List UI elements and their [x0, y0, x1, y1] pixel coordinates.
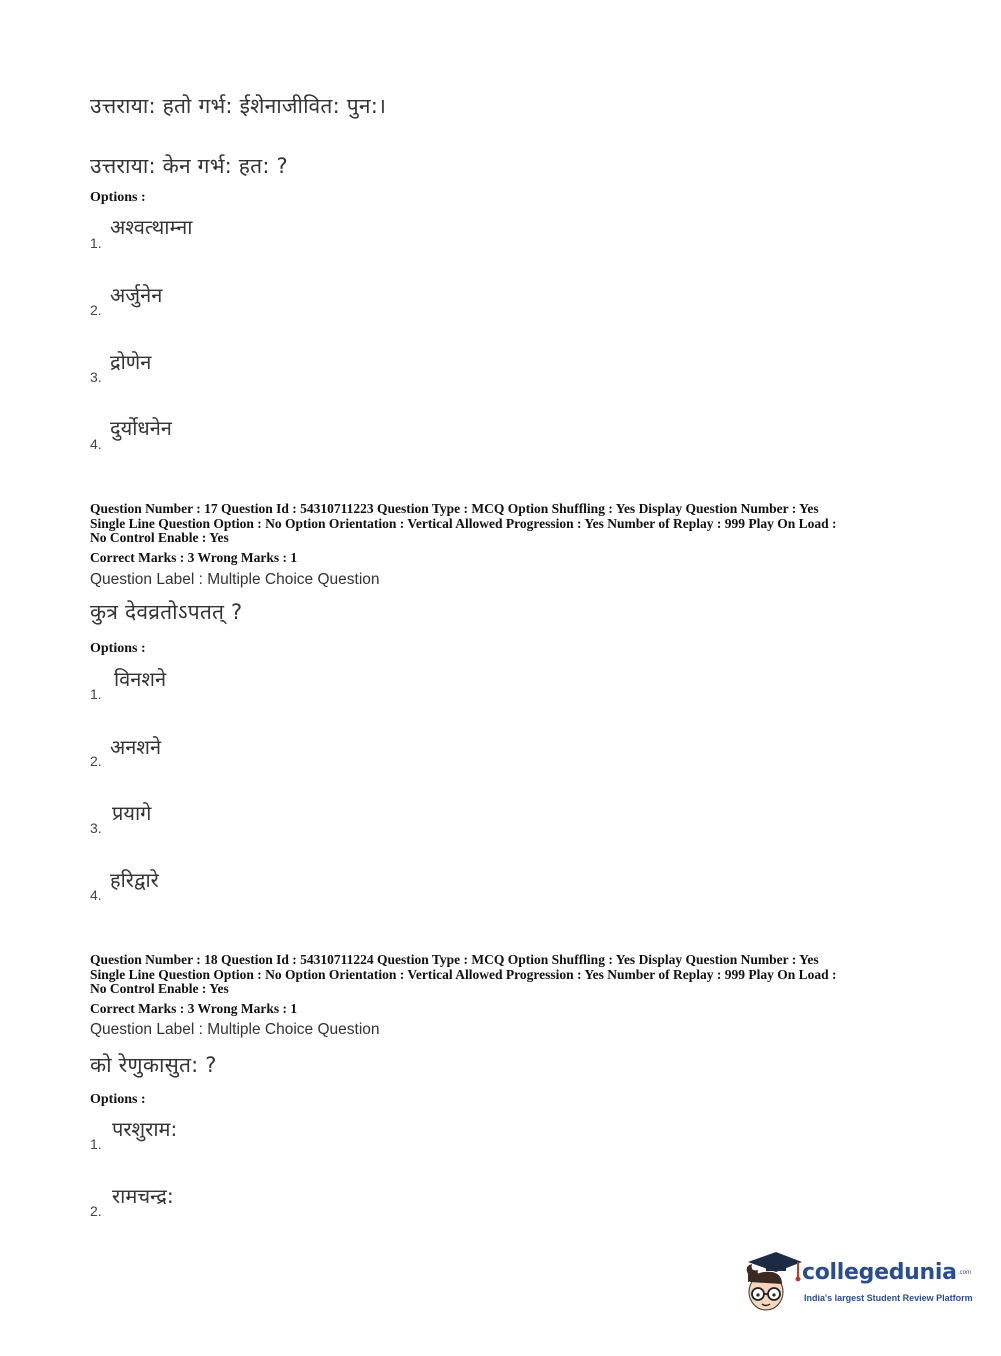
option-text: रामचन्द्र: — [112, 1184, 174, 1208]
option-number: 1. — [90, 235, 102, 251]
option-number: 2. — [90, 302, 102, 318]
option-text: दुर्योधनेन — [110, 416, 172, 440]
options-heading: Options : — [90, 1092, 146, 1107]
question-text: को रेणुकासुत: ? — [90, 1053, 217, 1077]
metadata-line: No Control Enable : Yes — [90, 981, 229, 996]
prev-question-line2: उत्तराया: केन गर्भ: हत: ? — [90, 154, 288, 178]
option-number: 1. — [90, 686, 102, 702]
question-label: Question Label : Multiple Choice Question — [90, 1021, 380, 1038]
option-number: 4. — [90, 436, 102, 452]
question-text: कुत्र देवव्रतोऽपतत् ? — [90, 600, 243, 624]
question-metadata — [90, 953, 920, 997]
collegedunia-logo — [742, 1248, 972, 1316]
logo-tagline: India's largest Student Review Platform — [804, 1293, 973, 1303]
student-mascot-icon — [742, 1248, 804, 1314]
prev-question-line1: उत्तराया: हतो गर्भ: ईशेनाजीवित: पुन:। — [90, 94, 387, 118]
option-text: हरिद्वारे — [110, 868, 159, 892]
logo-domain: .com — [958, 1270, 972, 1276]
question-metadata — [90, 502, 920, 546]
option-text: विनशने — [114, 667, 167, 691]
logo-wordmark: collegedunia — [802, 1260, 957, 1285]
marks-line: Correct Marks : 3 Wrong Marks : 1 — [90, 1001, 298, 1016]
metadata-line: Question Number : 17 Question Id : 54310711223 Question Type : MCQ Option Shuffling : Yes Display Question Number : Yes — [90, 501, 819, 516]
metadata-line: Question Number : 18 Question Id : 54310711224 Question Type : MCQ Option Shuffling : Yes Display Question Number : Yes — [90, 952, 819, 967]
option-number: 1. — [90, 1136, 102, 1152]
option-text: परशुराम: — [112, 1117, 178, 1141]
options-heading: Options : — [90, 190, 146, 205]
option-number: 2. — [90, 753, 102, 769]
metadata-line: No Control Enable : Yes — [90, 530, 229, 545]
option-number: 2. — [90, 1203, 102, 1219]
option-text: अनशने — [110, 735, 162, 759]
metadata-line: Single Line Question Option : No Option Orientation : Vertical Allowed Progression : Yes Number of Replay : 999 Play On Load : — [90, 966, 837, 982]
marks-line: Correct Marks : 3 Wrong Marks : 1 — [90, 550, 298, 565]
option-text: द्रोणेन — [110, 350, 152, 374]
option-text: अश्वत्थाम्ना — [110, 215, 193, 239]
option-text: अर्जुनेन — [110, 283, 163, 307]
option-number: 3. — [90, 369, 102, 385]
options-heading: Options : — [90, 641, 146, 656]
question-label: Question Label : Multiple Choice Question — [90, 571, 380, 588]
option-number: 3. — [90, 820, 102, 836]
option-number: 4. — [90, 887, 102, 903]
option-text: प्रयागे — [112, 801, 152, 825]
metadata-line: Single Line Question Option : No Option Orientation : Vertical Allowed Progression : Yes Number of Replay : 999 Play On Load : — [90, 515, 837, 531]
